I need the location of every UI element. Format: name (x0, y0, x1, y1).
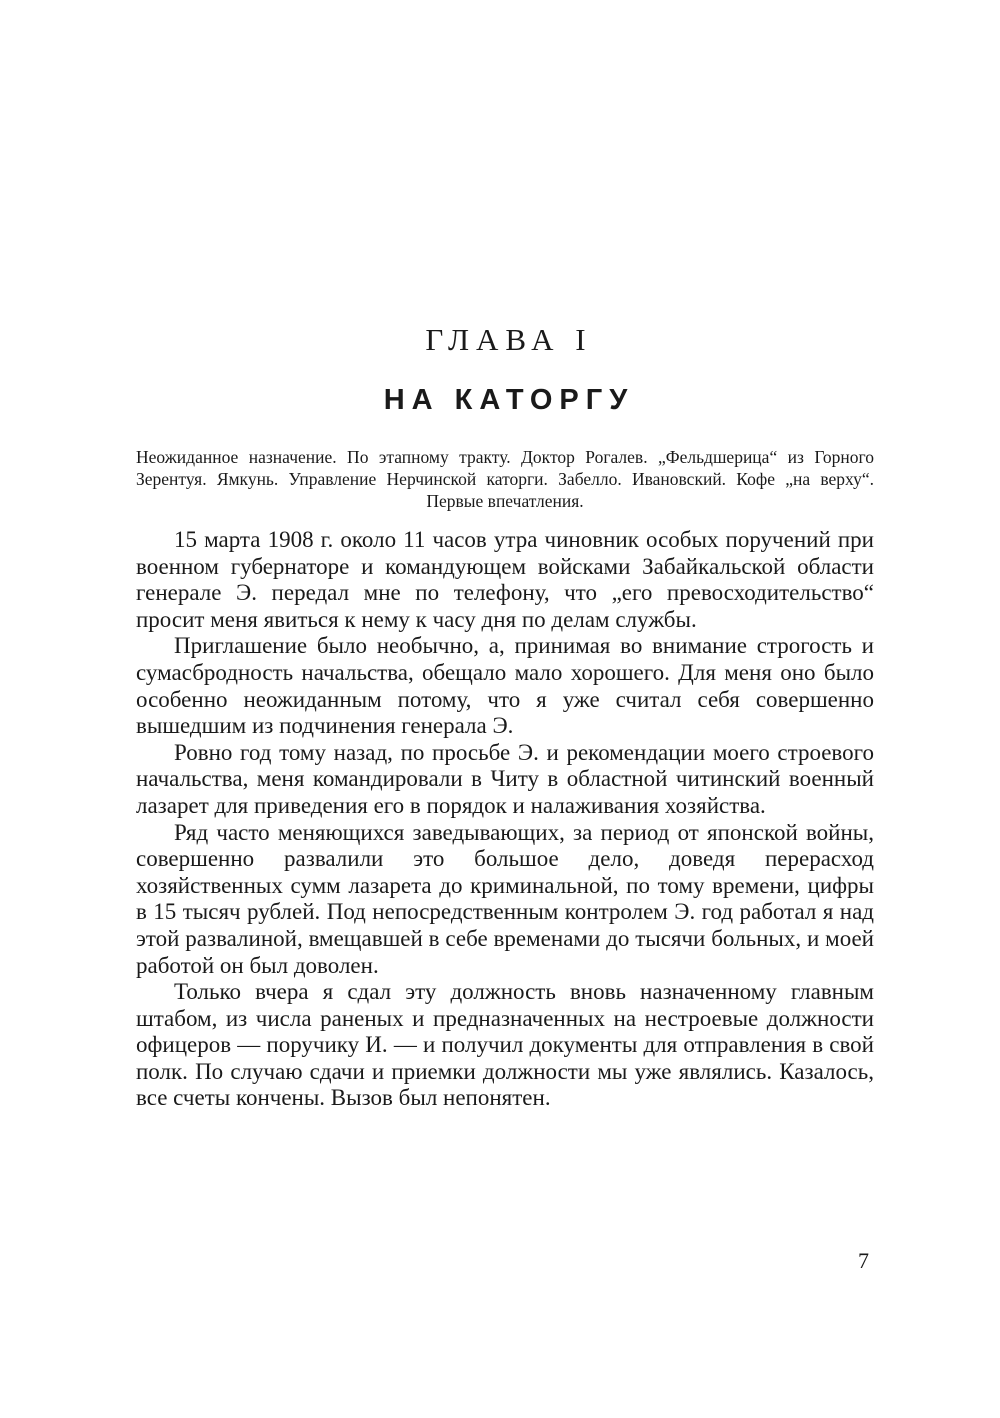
page-number: 7 (858, 1248, 869, 1273)
body-paragraph: Приглашение было необычно, а, принимая во внимание строгость и сумасбродность начальства, обещало мало хорошего. Для меня оно было особенно неожиданным потому, что я уже считал себя совершенно вышедшим из подчинения генерала Э. (136, 633, 874, 739)
body-paragraph: Ряд часто меняющихся заведывающих, за период от японской войны, совершенно развалили это большое дело, доведя перерасход хозяйственных сумм лазарета до криминальной, по тому времени, цифры в 15 тысяч рублей. Под непосредственным контролем Э. год работал я над этой развалиной, вмещавшей в себе временами до тысячи больных, и моей работой он был доволен. (136, 819, 874, 978)
body-paragraph: Только вчера я сдал эту должность вновь назначенному главным штабом, из числа раненых и предназначенных на нестроевые должности офицеров — поручику И. — и получил документы для отправления в свой полк. По случаю сдачи и приемки должности мы уже являлись. Казалось, все счеты кончены. Вызов был непонятен. (136, 979, 874, 1111)
chapter-synopsis: Неожиданное назначение. По этапному тракту. Доктор Рогалев. „Фельдшерица“ из Горного Зерентуя. Ямкунь. Управление Нерчинской каторги. Забелло. Ивановский. Кофе „на верху“. Первые впечатления. (136, 447, 874, 511)
chapter-title: НА КАТОРГУ (383, 384, 635, 416)
chapter-body (136, 527, 874, 1112)
body-paragraph: Ровно год тому назад, по просьбе Э. и рекомендации моего строевого начальства, меня командировали в Читу в областной читинский военный лазарет для приведения его в порядок и налаживания хозяйства. (136, 739, 874, 818)
body-paragraph: 15 марта 1908 г. около 11 часов утра чиновник особых поручений при военном губернаторе и командующем войсками Забайкальской области генерале Э. передал мне по телефону, что „его превосходительство“ просит меня явиться к нему к часу дня по делам службы. (136, 527, 874, 632)
chapter-label: ГЛАВА I (425, 322, 593, 357)
